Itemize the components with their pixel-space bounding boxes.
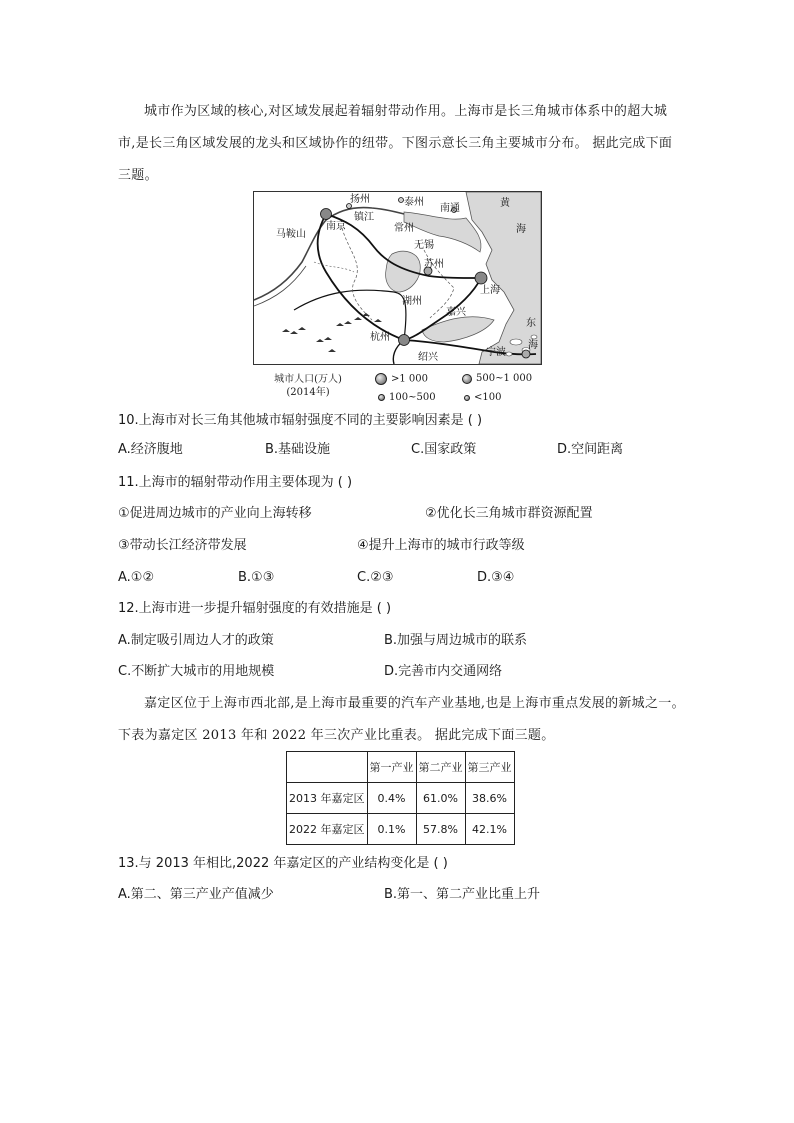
q10-option-c[interactable]: C.国家政策: [411, 442, 477, 457]
legend-item-1: [375, 373, 428, 386]
q12-option-d[interactable]: D.完善市内交通网络: [384, 664, 503, 679]
yangtze-delta-map: [253, 191, 542, 365]
q12-option-b[interactable]: B.加强与周边城市的联系: [384, 633, 528, 648]
table-row: [287, 783, 515, 814]
map-label-nantong: 南通: [440, 203, 460, 214]
q11-statement-3: ③带动长江经济带发展: [118, 538, 247, 553]
table-header-row: [287, 752, 515, 783]
legend-dot-tiny-icon: [464, 395, 470, 401]
intro-paragraph-1: 城市作为区域的核心,对区域发展起着辐射带动作用。上海市是长三角城市体系中的超大城市,是长三角区域发展的龙头和区域协作的纽带。下图示意长三角主要城市分布。 据此完成下面三题。: [118, 104, 673, 183]
q11-statement-2: ②优化长三角城市群资源配置: [425, 506, 593, 521]
table-cell: 42.1%: [465, 814, 514, 845]
map-label-suzhou: 苏州: [424, 259, 444, 270]
q13-stem: 13.与 2013 年相比,2022 年嘉定区的产业结构变化是 ( ): [118, 856, 448, 871]
legend-dot-medium-icon: [462, 374, 472, 384]
q11-option-a[interactable]: A.①②: [118, 570, 155, 585]
map-label-sea-hai2: 海: [528, 340, 538, 351]
q10-option-a[interactable]: A.经济腹地: [118, 442, 183, 457]
table-header-cell: 第一产业: [367, 752, 416, 783]
q10-option-b[interactable]: B.基础设施: [265, 442, 331, 457]
hangzhou-bay: [422, 317, 494, 342]
provincial-border-3: [314, 262, 354, 272]
legend-item-3: [378, 392, 436, 404]
table-header-cell: 第三产业: [465, 752, 514, 783]
table-cell: 2022 年嘉定区: [287, 814, 368, 845]
table-cell: 2013 年嘉定区: [287, 783, 368, 814]
map-label-maanshan: 马鞍山: [276, 229, 306, 240]
q12-stem: 12.上海市进一步提升辐射强度的有效措施是 ( ): [118, 601, 392, 616]
map-label-sea-dong: 东: [526, 318, 536, 329]
table-header-cell: [287, 752, 368, 783]
map-label-taizhou: 泰州: [404, 197, 424, 208]
table-cell: 61.0%: [416, 783, 465, 814]
q11-option-c[interactable]: C.②③: [357, 570, 394, 585]
q10-option-d[interactable]: D.空间距离: [557, 442, 624, 457]
table-cell: 57.8%: [416, 814, 465, 845]
q11-stem: 11.上海市的辐射带动作用主要体现为 ( ): [118, 475, 353, 490]
table-cell: 0.4%: [367, 783, 416, 814]
legend-label-4: <100: [474, 392, 502, 403]
legend-label-2: 500~1 000: [476, 373, 533, 384]
map-label-changzhou: 常州: [394, 223, 414, 234]
q12-option-a[interactable]: A.制定吸引周边人才的政策: [118, 633, 274, 648]
legend-item-4: [464, 392, 501, 404]
legend-label-1: >1 000: [391, 373, 429, 385]
map-label-jiaxing: 嘉兴: [446, 307, 466, 318]
legend-dot-small-icon: [378, 394, 385, 401]
legend-dot-large-icon: [375, 373, 387, 385]
table-cell: 38.6%: [465, 783, 514, 814]
taihu-lake: [386, 251, 421, 292]
legend-year: (2014年): [286, 387, 330, 398]
q11-statement-1: ①促进周边城市的产业向上海转移: [118, 506, 312, 521]
table-row: [287, 814, 515, 845]
map-legend: [262, 371, 552, 407]
map-label-hangzhou: 杭州: [370, 332, 390, 343]
provincial-border-1: [342, 228, 372, 320]
q11-option-b[interactable]: B.①③: [238, 570, 275, 585]
map-label-shanghai: 上海: [480, 285, 500, 296]
q13-option-b[interactable]: B.第一、第二产业比重上升: [384, 887, 541, 902]
table-cell: 0.1%: [367, 814, 416, 845]
q11-option-d[interactable]: D.③④: [477, 570, 515, 585]
city-marker-shanghai: [475, 272, 487, 284]
q11-statement-4: ④提升上海市的城市行政等级: [357, 538, 525, 553]
map-label-shaoxing: 绍兴: [418, 352, 438, 363]
map-label-sea-hai1: 海: [516, 224, 526, 235]
q12-option-c[interactable]: C.不断扩大城市的用地规模: [118, 664, 275, 679]
city-marker-taizhou: [399, 198, 404, 203]
legend-label-3: 100~500: [389, 392, 436, 403]
legend-title: 城市人口(万人): [274, 374, 342, 385]
city-marker-nanjing: [321, 209, 332, 220]
legend-item-2: [462, 373, 532, 385]
map-svg: [254, 192, 541, 364]
city-marker-ningbo: [522, 350, 530, 358]
q10-stem: 10.上海市对长三角其他城市辐射强度不同的主要影响因素是 ( ): [118, 413, 483, 428]
map-label-nanjing: 南京: [326, 221, 346, 232]
map-label-zhenjiang: 镇江: [354, 212, 374, 223]
q13-option-a[interactable]: A.第二、第三产业产值减少: [118, 887, 274, 902]
industry-ratio-table: [286, 751, 515, 845]
map-label-ningbo: 宁波: [486, 347, 506, 358]
map-label-yangzhou: 扬州: [350, 194, 370, 205]
map-label-sea-huang: 黄: [500, 198, 510, 209]
map-label-huzhou: 湖州: [402, 296, 422, 307]
intro-paragraph-2: 嘉定区位于上海市西北部,是上海市最重要的汽车产业基地,也是上海市重点发展的新城之一。下表为嘉定区 2013 年和 2022 年三次产业比重表。 据此完成下面三题。: [118, 696, 685, 743]
city-marker-hangzhou: [399, 335, 410, 346]
map-label-wuxi: 无锡: [414, 240, 434, 251]
table-header-cell: 第二产业: [416, 752, 465, 783]
